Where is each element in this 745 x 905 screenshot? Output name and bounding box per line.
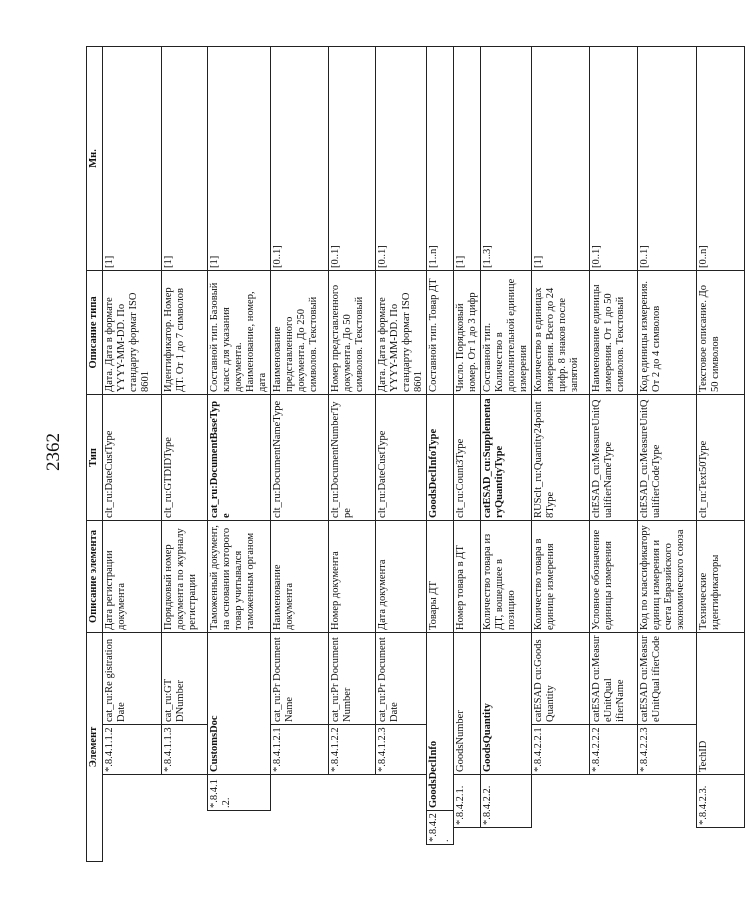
row-element-name: TechID bbox=[697, 632, 745, 774]
row-multiplicity: [0..1] bbox=[590, 46, 638, 270]
row-type: cat_ru:DocumentBaseType bbox=[208, 394, 271, 520]
table-row bbox=[208, 46, 271, 861]
row-number: *.8.4.1.2.2 bbox=[329, 725, 376, 775]
header-description: Описание элемента bbox=[87, 520, 103, 632]
row-type-description: Идентификатор. Номер ДТ. От 1 до 7 символов bbox=[162, 270, 208, 394]
row-number: *.8.4.2.2. bbox=[481, 775, 532, 828]
row-multiplicity: [1..n] bbox=[427, 46, 454, 270]
row-multiplicity: [1] bbox=[532, 46, 590, 270]
row-element-name: catESAD cu:Measur eUnitQual ifierName bbox=[590, 632, 638, 724]
header-multiplicity: Мн. bbox=[87, 46, 103, 270]
row-number: *.8.4.1.1.3 bbox=[162, 725, 208, 775]
table-row bbox=[162, 46, 208, 861]
row-element-name: GoodsQuantity bbox=[481, 632, 532, 774]
row-element-name: cat_ru:Re gistration Date bbox=[103, 632, 162, 724]
row-description: Количество товара из ДТ, вошедшее в позицию bbox=[481, 520, 532, 632]
row-type: clt_ru:Count3Type bbox=[454, 394, 481, 520]
row-type-description: Код единицы измерения. От 2 до 4 символов bbox=[638, 270, 697, 394]
table-row bbox=[271, 46, 329, 861]
row-type-description: Количество в единицах измерения. Всего до 24 цифр. 8 знаков после запятой bbox=[532, 270, 590, 394]
table-row bbox=[638, 46, 697, 861]
row-number: *.8.4.2.2.3 bbox=[638, 725, 697, 775]
table-row bbox=[427, 46, 454, 861]
table-row bbox=[329, 46, 376, 861]
row-multiplicity: [0..1] bbox=[271, 46, 329, 270]
row-multiplicity: [0..1] bbox=[329, 46, 376, 270]
table-row bbox=[590, 46, 638, 861]
header-type: Тип bbox=[87, 394, 103, 520]
row-type: clt_ru:DocumentNumberType bbox=[329, 394, 376, 520]
rotated-table-container bbox=[86, 47, 721, 862]
row-description: Номер товара в ДТ bbox=[454, 520, 481, 632]
row-multiplicity: [1] bbox=[208, 46, 271, 270]
row-description: Код по классификатору единиц измерения и счета Евразийского экономического союза bbox=[638, 520, 697, 632]
row-type: clt_ru:DocumentNameType bbox=[271, 394, 329, 520]
row-element-name: catESAD cu:Measur eUnitQual ifierCode bbox=[638, 632, 697, 724]
table-header-row bbox=[87, 46, 103, 861]
row-description: Номер документа bbox=[329, 520, 376, 632]
table-row bbox=[103, 46, 162, 861]
row-multiplicity: [0..1] bbox=[638, 46, 697, 270]
row-description: Дата документа bbox=[376, 520, 427, 632]
row-element-name: catESAD cu:Goods Quantity bbox=[532, 632, 590, 724]
row-number: *.8.4.1.2.3 bbox=[376, 725, 427, 775]
row-number: *.8.4.2.2.1 bbox=[532, 725, 590, 775]
header-type-description: Описание типа bbox=[87, 270, 103, 394]
elements-table bbox=[86, 46, 745, 862]
table-row bbox=[454, 46, 481, 861]
row-element-name: GoodsNumber bbox=[454, 632, 481, 774]
row-type-description: Число. Порядковый номер. От 1 до 3 цифр bbox=[454, 270, 481, 394]
row-description: Количество товара в единице измерения bbox=[532, 520, 590, 632]
row-element-name: GoodsDeclInfo bbox=[427, 632, 454, 810]
row-type-description: Текстовое описание. До 50 символов bbox=[697, 270, 745, 394]
row-type: clt_ru:GTDIDType bbox=[162, 394, 208, 520]
row-description: Товары ДТ bbox=[427, 520, 454, 632]
row-number: *.8.4.2. bbox=[427, 811, 454, 845]
row-number: *.8.4.1.2.1 bbox=[271, 725, 329, 775]
row-description: Условное обозначение единицы измерения bbox=[590, 520, 638, 632]
row-number: *.8.4.1.1.2 bbox=[103, 725, 162, 775]
row-type-description: Номер представленного документа. До 50 символов. Текстовый bbox=[329, 270, 376, 394]
row-type: GoodsDeclInfoType bbox=[427, 394, 454, 520]
row-number: *.8.4.2.1. bbox=[454, 775, 481, 828]
page-number: 2362 bbox=[43, 433, 64, 471]
row-multiplicity: [1] bbox=[454, 46, 481, 270]
row-element-name: cat_ru:GT DNumber bbox=[162, 632, 208, 724]
row-element-name: cat_ru:Pr Document Name bbox=[271, 632, 329, 724]
header-element: Элемент bbox=[87, 632, 103, 861]
row-type-description: Составной тип. Товар ДТ bbox=[427, 270, 454, 394]
row-type: cltESAD_cu:MeasureUnitQualifierNameType bbox=[590, 394, 638, 520]
row-multiplicity: [1] bbox=[162, 46, 208, 270]
row-type: catESAD_cu:SupplementaryQuantityType bbox=[481, 394, 532, 520]
row-description: Таможенный документ, на основании которого товар учитывался таможенным органом bbox=[208, 520, 271, 632]
row-number: *.8.4.1.2. bbox=[208, 775, 271, 811]
row-description: Порядковый номер документа по журналу регистрации bbox=[162, 520, 208, 632]
table-row bbox=[532, 46, 590, 861]
table-row bbox=[697, 46, 745, 861]
row-type-description: Составной тип. Количество в дополнительной единице измерения bbox=[481, 270, 532, 394]
row-description: Наименование документа bbox=[271, 520, 329, 632]
row-multiplicity: [1] bbox=[103, 46, 162, 270]
row-type-description: Дата. Дата в формате YYYY-MM-DD. По стандарту формат ISO 8601 bbox=[103, 270, 162, 394]
row-number: *.8.4.2.2.2 bbox=[590, 725, 638, 775]
row-element-name: CustomsDoc bbox=[208, 632, 271, 774]
table-row bbox=[376, 46, 427, 861]
row-type: clt_ru:DateCustType bbox=[376, 394, 427, 520]
row-type-description: Наименование представленного документа. До 250 символов. Текстовый bbox=[271, 270, 329, 394]
row-description: Дата регистрации документа bbox=[103, 520, 162, 632]
table-row bbox=[481, 46, 532, 861]
row-type: clt_ru:DateCustType bbox=[103, 394, 162, 520]
row-type-description: Составной тип. Базовый класс для указания документа. Наименование, номер, дата bbox=[208, 270, 271, 394]
row-element-name: cat_ru:Pr Document Date bbox=[376, 632, 427, 724]
row-number: *.8.4.2.3. bbox=[697, 775, 745, 828]
row-type: RUSclt_ru:Quantity24point8Type bbox=[532, 394, 590, 520]
row-multiplicity: [0..1] bbox=[376, 46, 427, 270]
row-type-description: Дата. Дата в формате YYYY-MM-DD. По стандарту формат ISO 8601 bbox=[376, 270, 427, 394]
row-element-name: cat_ru:Pr Document Number bbox=[329, 632, 376, 724]
row-multiplicity: [0..n] bbox=[697, 46, 745, 270]
row-multiplicity: [1..3] bbox=[481, 46, 532, 270]
row-type: cltESAD_cu:MeasureUnitQualifierCodeType bbox=[638, 394, 697, 520]
row-type: clt_ru:Text50Type bbox=[697, 394, 745, 520]
row-type-description: Наименование единицы измерения. От 1 до 50 символов. Текстовый bbox=[590, 270, 638, 394]
row-description: Технические идентификаторы bbox=[697, 520, 745, 632]
